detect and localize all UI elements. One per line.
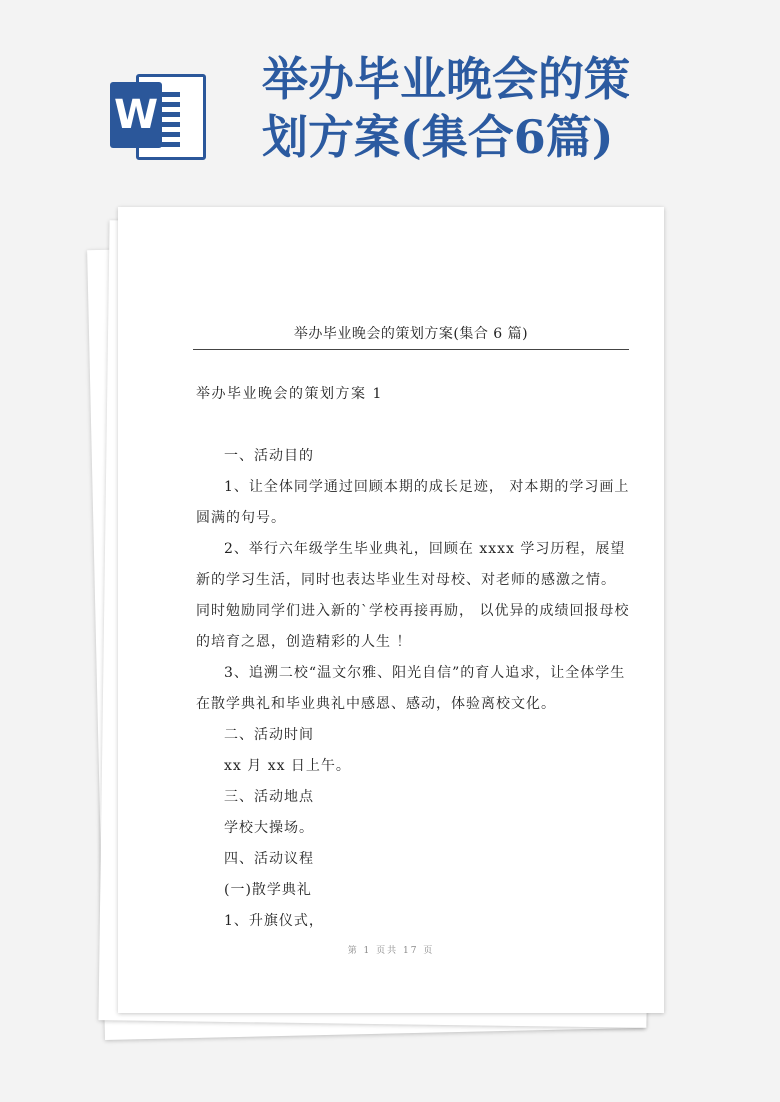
paragraph: 学校大操场。: [224, 820, 314, 836]
document-page: [118, 207, 664, 1013]
document-headline: [262, 50, 732, 166]
paragraph: 1、让全体同学通过回顾本期的成长足迹， 对本期的学习画上圆满的句号。: [196, 479, 630, 526]
doc-title: 举办毕业晚会的策划方案 1: [196, 386, 383, 402]
paragraph: 四、活动议程: [224, 851, 314, 867]
page-footer: 第 1 页共 17 页: [347, 946, 435, 956]
paragraph: 一、活动目的: [224, 448, 314, 464]
headline-line-1: 举办毕业晚会的策: [262, 52, 630, 106]
paragraph: 2、举行六年级学生毕业典礼，回顾在 xxxx 学习历程，展望新的学习生活，同时也表达毕业生对母校、对老师的感激之情。同时勉励同学们进入新的`学校再接再励， 以优异的成绩回报母校的培育之恩，创造精彩的人生 ！: [196, 541, 630, 650]
word-letter-icon: W: [110, 82, 162, 148]
paragraph: xx 月 xx 日上午。: [224, 758, 351, 774]
headline-line-2: 划方案(集合6篇): [262, 110, 614, 164]
header-rule: [193, 349, 629, 350]
paragraph: 三、活动地点: [224, 789, 314, 805]
paragraph: 1、升旗仪式，: [224, 913, 324, 929]
paragraph: 3、追溯二校“温文尔雅、阳光自信”的育人追求，让全体学生在散学典礼和毕业典礼中感恩、感动，体验离校文化。: [196, 665, 626, 712]
page-body: [196, 379, 630, 937]
page-header: 举办毕业晚会的策划方案(集合 6 篇): [293, 326, 529, 342]
paragraph: 二、活动时间: [224, 727, 314, 743]
word-app-icon: [110, 70, 210, 162]
paragraph: (一)散学典礼: [224, 882, 312, 898]
